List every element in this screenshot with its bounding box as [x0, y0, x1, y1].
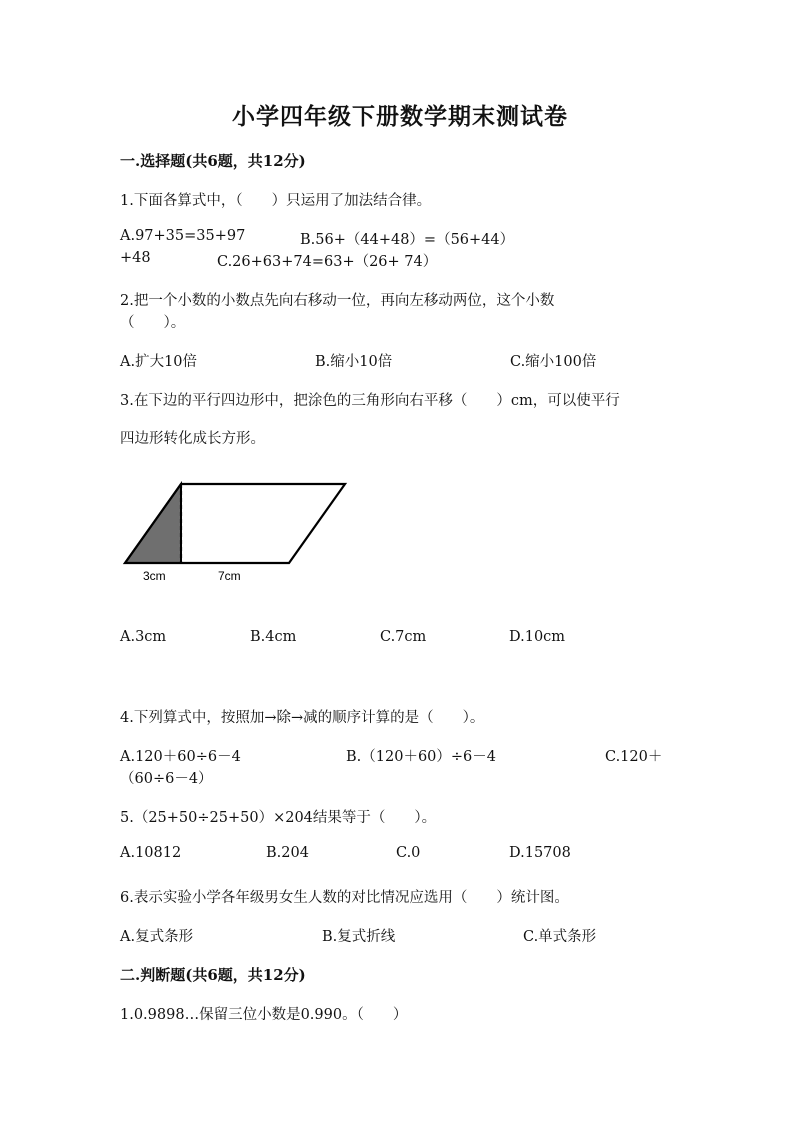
question-4-option-c-continued: （60÷6－4） [120, 771, 213, 787]
question-3-option-a: A.3cm [120, 629, 167, 645]
question-4-option-c: C.120＋ [605, 749, 663, 765]
question-5-option-c: C.0 [396, 845, 421, 861]
question-1-option-a: A.97+35=35+97 [120, 228, 246, 244]
question-2-option-b: B.缩小10倍 [315, 354, 393, 370]
question-6-text: 6.表示实验小学各年级男女生人数的对比情况应选用（ ）统计图。 [120, 890, 569, 906]
question-1-text: 1.下面各算式中，（ ）只运用了加法结合律。 [120, 193, 432, 209]
figure-label-3cm: 3cm [143, 569, 166, 583]
parallelogram-figure [110, 470, 370, 590]
question-2-text-line2: （ ）。 [120, 315, 186, 331]
question-3-text-line1: 3.在下边的平行四边形中，把涂色的三角形向右平移（ ）cm，可以使平行 [120, 393, 620, 409]
question-3-option-d: D.10cm [509, 629, 566, 645]
question-6-option-a: A.复式条形 [120, 929, 194, 945]
question-6-option-c: C.单式条形 [523, 929, 597, 945]
question-4-option-a: A.120＋60÷6－4 [120, 749, 241, 765]
judgement-1-text: 1.0.9898…保留三位小数是0.990。（ ） [120, 1007, 408, 1023]
section-heading-choice: 一.选择题(共6题，共12分) [120, 152, 306, 170]
question-1-option-c: C.26+63+74=63+（26+ 74） [217, 254, 438, 270]
section-heading-judgement: 二.判断题(共6题，共12分) [120, 966, 306, 984]
question-6-option-b: B.复式折线 [322, 929, 396, 945]
question-3-text-line2: 四边形转化成长方形。 [120, 431, 265, 447]
page-title: 小学四年级下册数学期末测试卷 [232, 103, 568, 130]
question-1-option-b: B.56+（44+48）=（56+44） [300, 232, 515, 248]
figure-label-7cm: 7cm [218, 569, 241, 583]
question-2-option-a: A.扩大10倍 [120, 354, 198, 370]
question-5-option-a: A.10812 [120, 845, 182, 861]
question-5-option-d: D.15708 [509, 845, 571, 861]
question-3-option-c: C.7cm [380, 629, 427, 645]
question-1-option-b-continued: +48 [120, 250, 151, 266]
question-5-option-b: B.204 [266, 845, 309, 861]
question-2-text-line1: 2.把一个小数的小数点先向右移动一位，再向左移动两位，这个小数 [120, 293, 555, 309]
question-4-option-b: B.（120＋60）÷6－4 [346, 749, 496, 765]
question-4-text: 4.下列算式中，按照加→除→减的顺序计算的是（ ）。 [120, 710, 485, 726]
question-5-text: 5.（25+50÷25+50）×204结果等于（ ）。 [120, 810, 437, 826]
question-2-option-c: C.缩小100倍 [510, 354, 597, 370]
question-3-option-b: B.4cm [250, 629, 297, 645]
